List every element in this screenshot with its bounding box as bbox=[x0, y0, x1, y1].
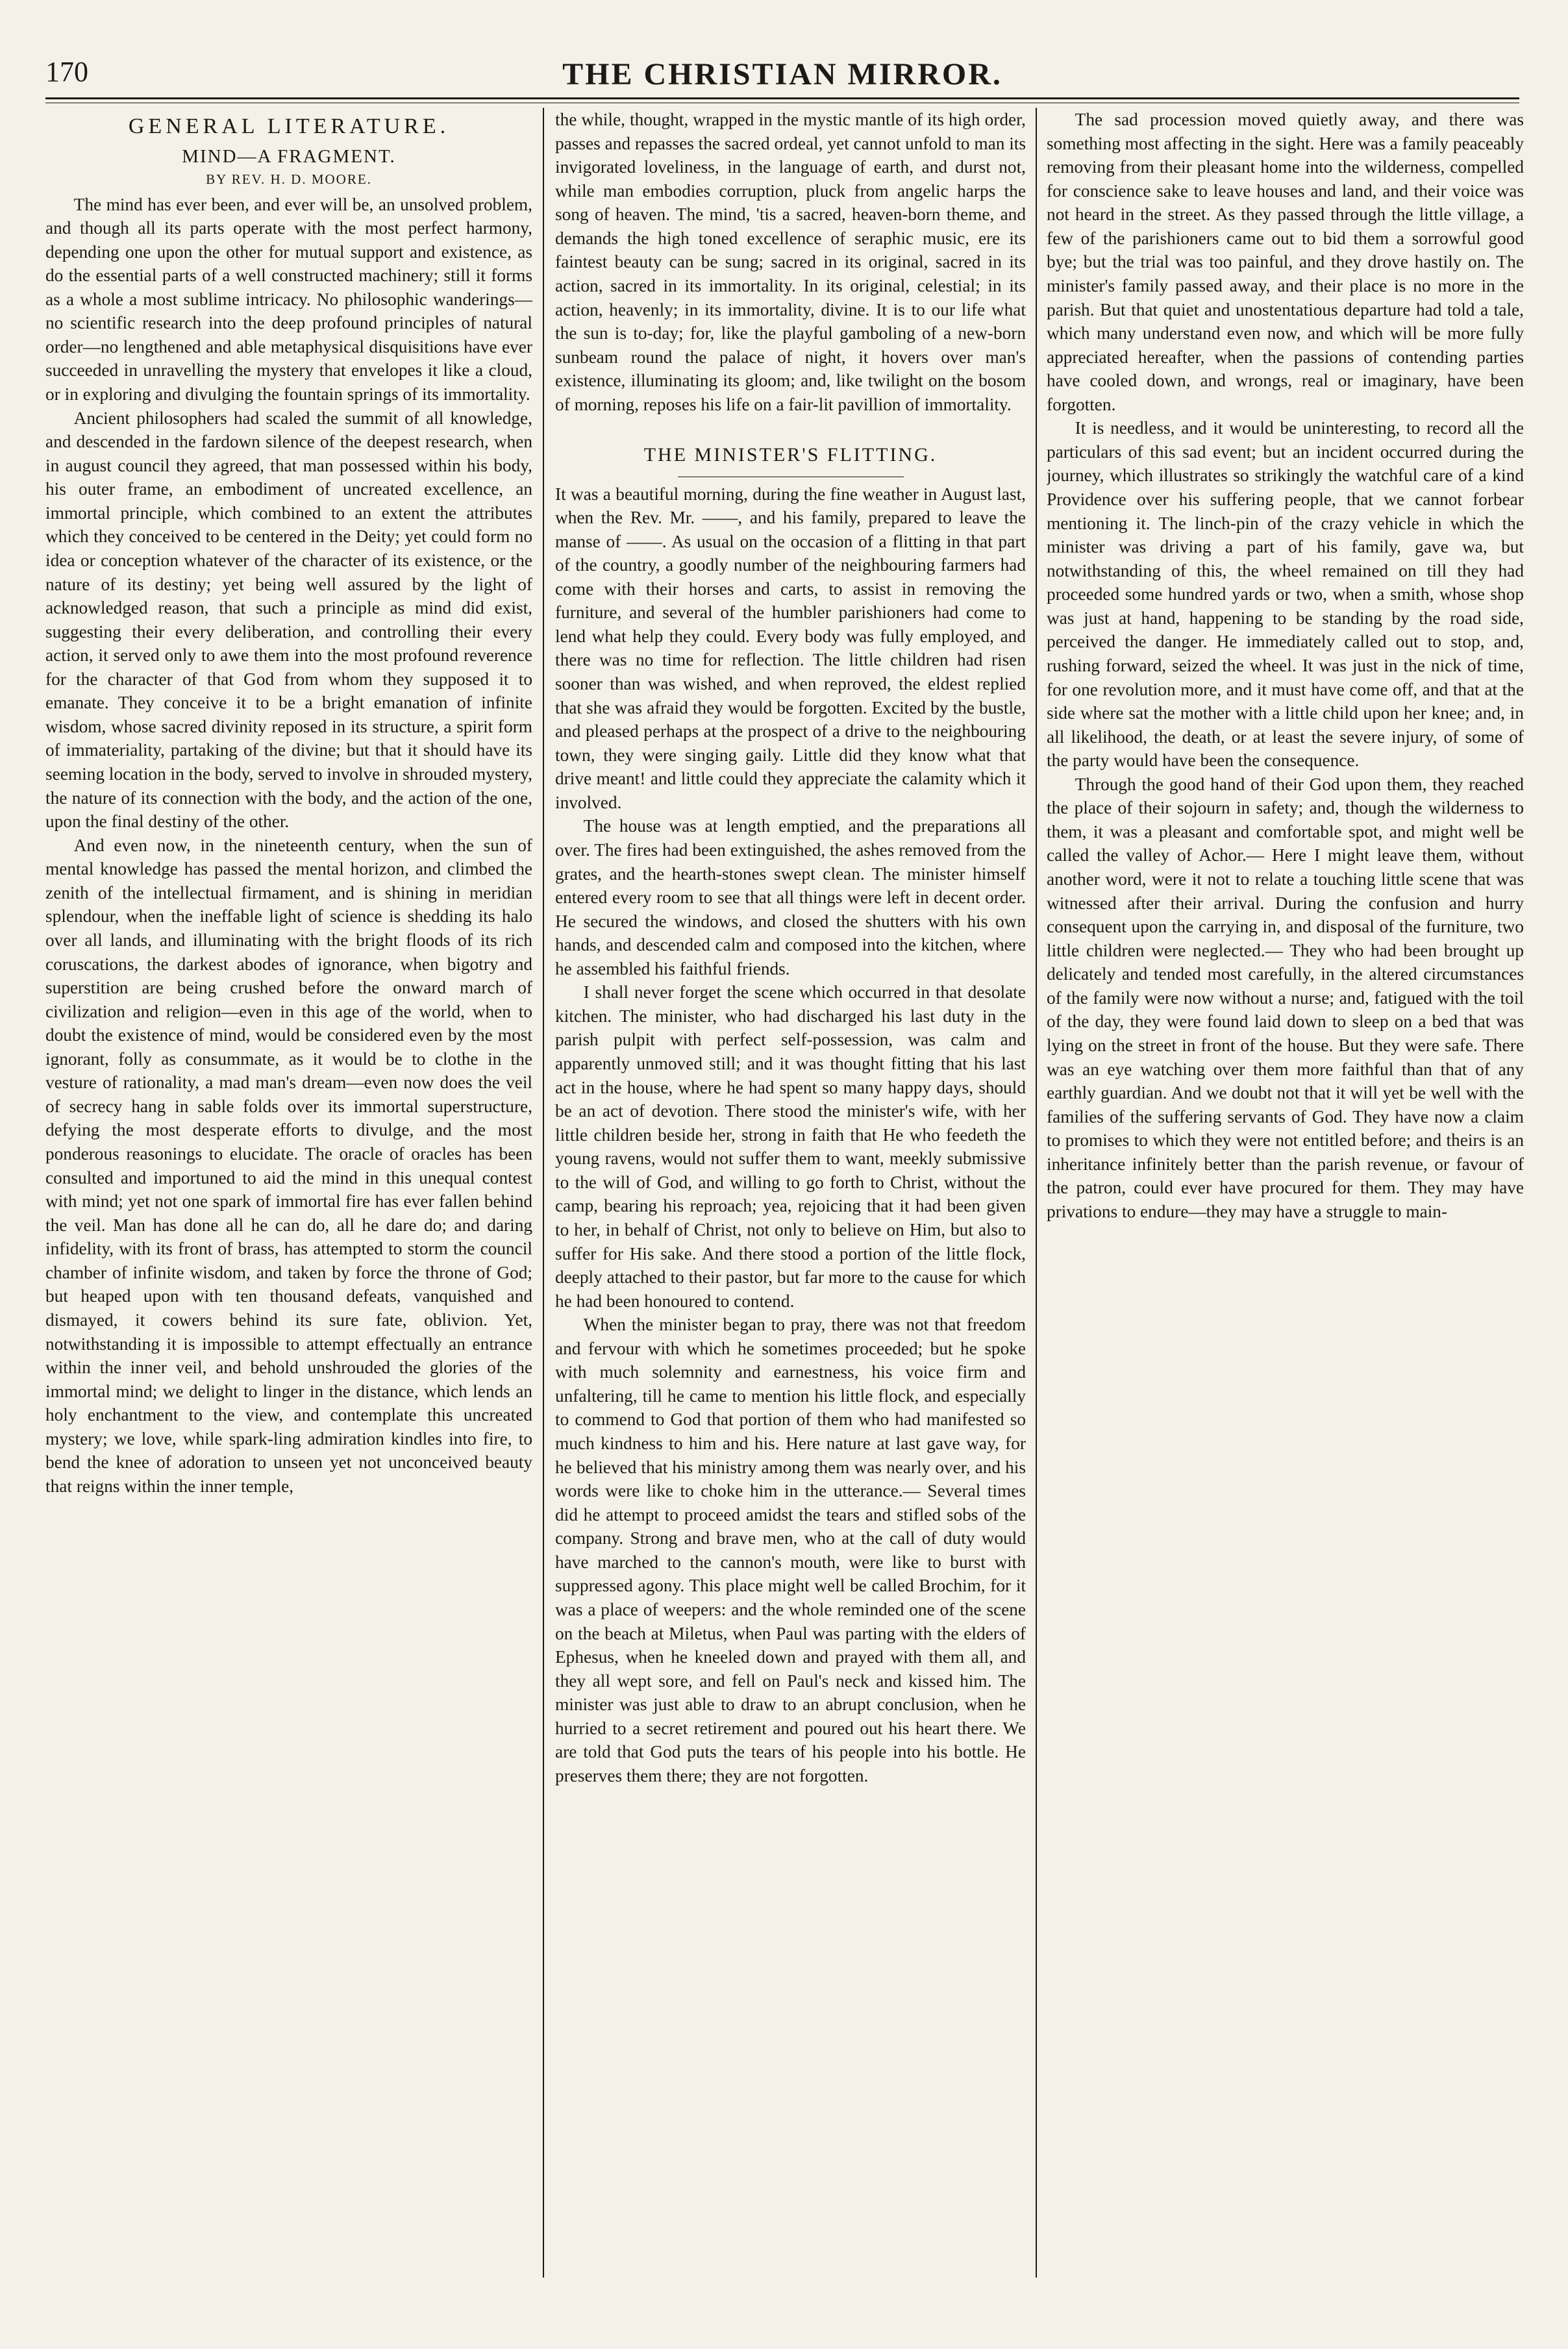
column-1 bbox=[45, 108, 532, 2278]
newspaper-title: THE CHRISTIAN MIRROR. bbox=[562, 57, 1002, 92]
column-3 bbox=[1047, 108, 1524, 2278]
article-paragraph: When the minister began to pray, there was not that freedom and fervour with which he sometimes proceeded; but he spoke with much solemnity and earnestness, his voice firm and unfaltering, till he came to mention his little flock, and especially to commend to God that portion of them who had manifested so much kindness to him and his. Here nature at last gave way, for he believed that his ministry among them was nearly over, and his words were like to choke him in the utterance.— Several times did he attempt to proceed amidst the tears and stifled sobs of the company. Strong and brave men, who at the call of duty would have marched to the cannon's mouth, were like to burst with suppressed agony. This place might well be called Brochim, for it was a place of weepers: and the whole reminded one of the scene on the beach at Miletus, when Paul was parting with the elders of Ephesus, when he kneeled down and prayed with them all, and they all wept sore, and fell on Paul's neck and kissed him. The minister was just able to draw to an abrupt conclusion, when he hurried to a secret retirement and poured out his heart there. We are told that God puts the tears of his people into his bottle. He preserves them there; they are not forgotten. bbox=[555, 1315, 1026, 1785]
article-paragraph: The house was at length emptied, and the preparations all over. The fires had been extinguished, the ashes removed from the grates, and the hearth-stones swept clean. The minister himself entered every room to see that all things were left in decent order. He secured the windows, and closed the shutters with his own hands, and descended calm and composed into the kitchen, where he assembled his faithful friends. bbox=[555, 816, 1026, 978]
article-paragraph: The mind has ever been, and ever will be, an unsolved problem, and though all its parts operate with the most perfect harmony, depending one upon the other for mutual support and existence, as do the essential parts of a well constructed machinery; still it forms as a whole a most sublime intricacy. No philosophic wanderings—no scientific research into the deep profound principles of natural order—no lengthened and able metaphysical disquisitions have ever succeeded in unravelling the mystery that envelopes it like a cloud, or in exploring and divulging the fountain springs of its immortality. bbox=[45, 194, 532, 404]
article-paragraph: Through the good hand of their God upon them, they reached the place of their sojourn in safety; and, though the wilderness to them, it was a pleasant and comfortable spot, and might well be called the valley of Achor.— Here I might leave them, without another word, were it not to relate a touching little scene that was witnessed after their arrival. During the confusion and hurry consequent upon the carrying in, and disposal of the furniture, two little children were neglected.— They who had been brought up delicately and tended most carefully, in the altered circumstances of the family were now without a nurse; and, fatigued with the toil of the day, they were found laid down to sleep on a bed that was lying on the street in front of the house. But they were safe. There was an eye watching over them more faithful than that of any earthly guardian. And we doubt not that it will yet be well with the families of the suffering servants of God. They have now a claim to promises to which they were not entitled before; and theirs is an inheritance infinitely better than the parish revenue, or favour of the patron, could ever have procured for them. They may have privations to endure—they may have a struggle to main- bbox=[1047, 774, 1524, 1221]
article-paragraph: It was a beautiful morning, during the fine weather in August last, when the Rev. Mr. ——, and his family, prepared to leave the manse of ——. As usual on the occasion of a flitting in that part of the country, a goodly number of the neighbouring farmers had come with their horses and carts, to assist in removing the furniture, and several of the humbler parishioners had come to lend what help they could. Every body was fully employed, and there was no time for reflection. The little children had risen sooner than was wished, and when reproved, the eldest replied that she was afraid they would be forgotten. Excited by the bustle, and pleased perhaps at the prospect of a drive to the neighbouring town, they were singing gaily. Little did they know what that drive meant! and little could they appreciate the calamity which it involved. bbox=[555, 484, 1026, 812]
column-2 bbox=[555, 108, 1026, 2278]
article-paragraph: the while, thought, wrapped in the mystic mantle of its high order, passes and repasses the sacred ordeal, yet cannot unfold to man its invigorated loveliness, in the language of earth, and durst not, while man embodies corruption, pluck from angelic harps the song of heaven. The mind, 'tis a sacred, heaven-born theme, and demands the high toned excellence of seraphic music, ere its faintest beauty can be sung; sacred in its original, sacred in its action, sacred in its immortality. In its original, celestial; in its action, heavenly; in its immortality, divine. It is to our life what the sun is to-day; for, like the playful gamboling of a new-born sunbeam round the palace of night, it hovers over man's existence, illuminating its gloom; and, like twilight on the bosom of morning, reposes his life on a fair-lit pavillion of immortality. bbox=[555, 110, 1026, 414]
column-divider bbox=[543, 108, 544, 2278]
masthead bbox=[45, 45, 1519, 92]
section-heading: GENERAL LITERATURE. bbox=[128, 114, 450, 138]
article-paragraph: And even now, in the nineteenth century, when the sun of mental knowledge has passed the mental horizon, and climbed the zenith of the intellectual firmament, and is shining in meridian splendour, when the ineffable light of science is shedding its halo over all lands, and illuminating with the bright floods of its rich coruscations, the darkest abodes of ignorance, when bigotry and superstition are being crushed before the onward march of civilization and religion—even in this age of the world, when to doubt the existence of mind, would be considered even by the most ignorant, folly as consummate, as it would be to clothe in the vesture of rationality, a mad man's dream—even now does the veil of secrecy hang in sable folds over its immortal superstructure, defying the most desperate efforts to divulge, and the most ponderous reasonings to elucidate. The oracle of oracles has been consulted and importuned to aid the mind in this unequal contest with mind; yet not one spark of immortal fire has ever fallen behind the veil. Man has done all he can do, all he dare do; and daring infidelity, with its front of brass, has attempted to storm the council chamber of infinite wisdom, and taken by force the throne of God; but heaped upon with ten thousand defeats, vanquished and dismayed, it cowers behind its sure fate, oblivion. Yet, notwithstanding it is impossible to attempt effectually an entrance within the inner veil, and behold unshrouded the glories of the immortal mind; we delight to linger in the distance, which lends an holy enchantment to the view, and contemplate this uncreated mystery; we love, while spark-ling admiration kindles into fire, to bend the knee of adoration to unseen yet not unconceived beauty that reigns within the inner temple, bbox=[45, 835, 532, 1496]
article-title: MIND—A FRAGMENT. bbox=[182, 145, 396, 167]
article-paragraph: The sad procession moved quietly away, and there was something most affecting in the sight. Here was a family peaceably removing from their pleasant home into the wilderness, compelled for conscience sake to leave houses and land, and their voice was not heard in the street. As they passed through the little village, a few of the parishioners came out to bid them a sorrowful good bye; but the trial was too painful, and they drove hastily on. The minister's family passed away, and their place is no more in the parish. But that quiet and unostentatious departure had told a tale, which many understand even now, and which will be more fully appreciated hereafter, when the passions of contending parties have cooled down, and wrongs, real or imaginary, have been forgotten. bbox=[1047, 110, 1524, 414]
article-title: THE MINISTER'S FLITTING. bbox=[643, 444, 938, 466]
article-paragraph: It is needless, and it would be uninteresting, to record all the particulars of this sad event; but an incident occurred during the journey, which illustrates so strikingly the watchful care of a kind Providence over his suffering people, that we cannot forbear mentioning it. The linch-pin of the crazy vehicle in which the minister was driving a part of his family, gave wa, but notwithstanding of this, the wheel remained on till they had proceeded some hundred yards or two, when a smith, whose shop was just at hand, happening to be standing by the road side, perceived the danger. He immediately called out to stop, and, rushing forward, seized the wheel. It was just in the nick of time, for one revolution more, and it must have come off, and that at the side where sat the mother with a little child upon her knee; and, in all likelihood, the death, or at least the severe injury, of some of the party would have been the consequence. bbox=[1047, 418, 1524, 771]
article-paragraph: Ancient philosophers had scaled the summit of all knowledge, and descended in the fardown silence of the deepest research, when in august council they agreed, that man possessed within his body, his outer frame, an embodiment of uncreated excellence, an immortal principle, which combined to an extent the attributes which they conceived to be centered in the Deity; yet could form no idea or conception whatever of the character of its existence, or the nature of its destiny; yet being well assured by the light of acknowledged reason, that such a principle as mind did exist, suggesting their every deliberation, and controlling their every action, it served only to awe them into the most profound reverence for the character of that God from whom they supposed it to emanate. They conceive it to be a bright emanation of infinite wisdom, whose sacred divinity reposed in its structure, a spirit form of immateriality, partaking of the divine; but that it should have its seeming location in the body, served to involve in shrouded mystery, the nature of its connection with the body, and the action of the one, upon the final destiny of the other. bbox=[45, 408, 532, 832]
column-divider bbox=[1036, 108, 1037, 2278]
page-number: 170 bbox=[45, 56, 88, 88]
article-paragraph: I shall never forget the scene which occurred in that desolate kitchen. The minister, who had discharged his last duty in the parish pulpit with perfect self-possession, was calm and apparently unmoved still; and it was thought fitting that his last act in the house, where he had spent so many happy days, should be an act of devotion. There stood the minister's wife, with her little children beside her, strong in faith that He who feedeth the young ravens, would not suffer them to want, meekly submissive to the will of God, and willing to go forth to Christ, without the camp, bearing his reproach; yea, rejoicing that it had been given to her, in behalf of Christ, not only to believe on Him, but also to suffer for His sake. And there stood a portion of the little flock, deeply attached to their pastor, but far more to the cause for which he had been honoured to contend. bbox=[555, 982, 1026, 1311]
header-rule bbox=[45, 97, 1519, 99]
article-byline: BY REV. H. D. MOORE. bbox=[206, 171, 372, 188]
